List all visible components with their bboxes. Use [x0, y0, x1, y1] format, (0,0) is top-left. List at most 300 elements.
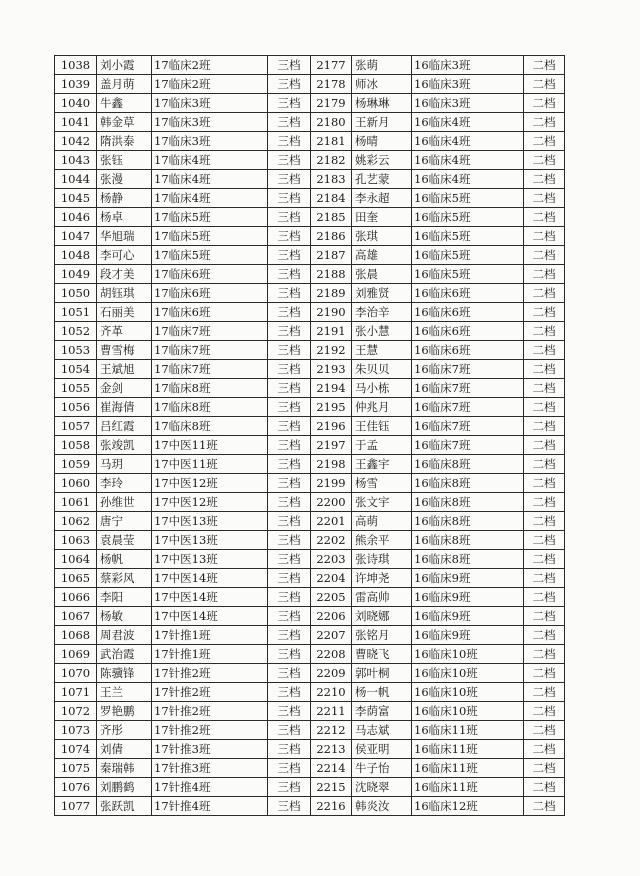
left-name-cell: 罗艳鹏: [97, 702, 152, 721]
left-name-cell: 张跃凯: [97, 797, 152, 816]
right-grade-cell: 二档: [524, 550, 565, 569]
left-name-cell: 刘鹏鹤: [97, 778, 152, 797]
table-row: [55, 740, 565, 759]
left-grade-cell: 三档: [268, 531, 311, 550]
right-class-cell: 16临床4班: [412, 132, 524, 151]
left-name-cell: 张钰: [97, 151, 152, 170]
left-id-cell: 1042: [55, 132, 97, 151]
right-grade-cell: 二档: [524, 588, 565, 607]
left-name-cell: 杨静: [97, 189, 152, 208]
right-id-cell: 2190: [311, 303, 352, 322]
left-class-cell: 17针推2班: [152, 664, 268, 683]
left-name-cell: 周君波: [97, 626, 152, 645]
right-grade-cell: 二档: [524, 683, 565, 702]
right-class-cell: 16临床9班: [412, 626, 524, 645]
left-id-cell: 1053: [55, 341, 97, 360]
right-grade-cell: 二档: [524, 151, 565, 170]
left-grade-cell: 三档: [268, 379, 311, 398]
right-class-cell: 16临床7班: [412, 379, 524, 398]
left-class-cell: 17临床3班: [152, 132, 268, 151]
table-row: [55, 75, 565, 94]
left-name-cell: 唐宁: [97, 512, 152, 531]
left-class-cell: 17临床4班: [152, 151, 268, 170]
left-name-cell: 齐革: [97, 322, 152, 341]
left-grade-cell: 三档: [268, 455, 311, 474]
right-class-cell: 16临床3班: [412, 75, 524, 94]
left-id-cell: 1054: [55, 360, 97, 379]
right-class-cell: 16临床8班: [412, 455, 524, 474]
left-grade-cell: 三档: [268, 512, 311, 531]
left-class-cell: 17临床6班: [152, 265, 268, 284]
left-grade-cell: 三档: [268, 645, 311, 664]
right-id-cell: 2203: [311, 550, 352, 569]
table-row: [55, 588, 565, 607]
table-row: [55, 626, 565, 645]
table-row: [55, 778, 565, 797]
table-row: [55, 721, 565, 740]
right-class-cell: 16临床12班: [412, 797, 524, 816]
table-row: [55, 303, 565, 322]
table-row: [55, 360, 565, 379]
table-row: [55, 664, 565, 683]
right-class-cell: 16临床5班: [412, 265, 524, 284]
left-name-cell: 王兰: [97, 683, 152, 702]
right-class-cell: 16临床6班: [412, 322, 524, 341]
right-name-cell: 张文宇: [352, 493, 412, 512]
table-row: [55, 322, 565, 341]
right-name-cell: 牛子怡: [352, 759, 412, 778]
table-row: [55, 493, 565, 512]
right-grade-cell: 二档: [524, 417, 565, 436]
right-grade-cell: 二档: [524, 341, 565, 360]
table-row: [55, 455, 565, 474]
left-id-cell: 1044: [55, 170, 97, 189]
left-grade-cell: 三档: [268, 607, 311, 626]
table-row: [55, 702, 565, 721]
left-id-cell: 1040: [55, 94, 97, 113]
left-class-cell: 17针推2班: [152, 683, 268, 702]
right-name-cell: 于孟: [352, 436, 412, 455]
right-id-cell: 2185: [311, 208, 352, 227]
right-id-cell: 2195: [311, 398, 352, 417]
right-class-cell: 16临床5班: [412, 227, 524, 246]
left-grade-cell: 三档: [268, 797, 311, 816]
left-id-cell: 1068: [55, 626, 97, 645]
left-id-cell: 1075: [55, 759, 97, 778]
table-row: [55, 265, 565, 284]
left-id-cell: 1069: [55, 645, 97, 664]
right-id-cell: 2211: [311, 702, 352, 721]
right-id-cell: 2205: [311, 588, 352, 607]
left-name-cell: 韩金草: [97, 113, 152, 132]
left-class-cell: 17针推2班: [152, 721, 268, 740]
left-grade-cell: 三档: [268, 721, 311, 740]
right-class-cell: 16临床11班: [412, 778, 524, 797]
left-class-cell: 17临床2班: [152, 75, 268, 94]
right-id-cell: 2187: [311, 246, 352, 265]
right-name-cell: 刘晓娜: [352, 607, 412, 626]
left-grade-cell: 三档: [268, 227, 311, 246]
left-id-cell: 1060: [55, 474, 97, 493]
right-class-cell: 16临床8班: [412, 531, 524, 550]
left-class-cell: 17针推3班: [152, 759, 268, 778]
right-grade-cell: 二档: [524, 531, 565, 550]
right-id-cell: 2186: [311, 227, 352, 246]
left-name-cell: 张竣凯: [97, 436, 152, 455]
right-id-cell: 2193: [311, 360, 352, 379]
right-name-cell: 张小慧: [352, 322, 412, 341]
right-class-cell: 16临床7班: [412, 360, 524, 379]
left-name-cell: 蔡彩风: [97, 569, 152, 588]
right-grade-cell: 二档: [524, 303, 565, 322]
left-class-cell: 17临床8班: [152, 398, 268, 417]
left-grade-cell: 三档: [268, 493, 311, 512]
right-id-cell: 2199: [311, 474, 352, 493]
left-grade-cell: 三档: [268, 322, 311, 341]
left-id-cell: 1039: [55, 75, 97, 94]
right-grade-cell: 二档: [524, 56, 565, 75]
right-grade-cell: 二档: [524, 569, 565, 588]
left-class-cell: 17临床3班: [152, 113, 268, 132]
left-grade-cell: 三档: [268, 683, 311, 702]
right-name-cell: 马小栋: [352, 379, 412, 398]
right-grade-cell: 二档: [524, 512, 565, 531]
right-name-cell: 杨琳琳: [352, 94, 412, 113]
right-id-cell: 2212: [311, 721, 352, 740]
right-class-cell: 16临床8班: [412, 550, 524, 569]
right-class-cell: 16临床7班: [412, 398, 524, 417]
right-id-cell: 2189: [311, 284, 352, 303]
right-grade-cell: 二档: [524, 94, 565, 113]
right-name-cell: 李永超: [352, 189, 412, 208]
table-row: [55, 683, 565, 702]
left-class-cell: 17临床7班: [152, 360, 268, 379]
right-class-cell: 16临床6班: [412, 341, 524, 360]
left-grade-cell: 三档: [268, 588, 311, 607]
right-name-cell: 孔艺蒙: [352, 170, 412, 189]
table-row: [55, 170, 565, 189]
left-class-cell: 17中医13班: [152, 531, 268, 550]
right-name-cell: 王鑫宇: [352, 455, 412, 474]
left-name-cell: 石丽美: [97, 303, 152, 322]
left-grade-cell: 三档: [268, 569, 311, 588]
table-body: [55, 56, 565, 816]
left-grade-cell: 三档: [268, 778, 311, 797]
left-id-cell: 1056: [55, 398, 97, 417]
left-class-cell: 17临床6班: [152, 303, 268, 322]
left-name-cell: 李可心: [97, 246, 152, 265]
right-id-cell: 2201: [311, 512, 352, 531]
left-name-cell: 王斌旭: [97, 360, 152, 379]
right-class-cell: 16临床8班: [412, 474, 524, 493]
left-grade-cell: 三档: [268, 398, 311, 417]
left-id-cell: 1058: [55, 436, 97, 455]
right-name-cell: 沈晓翠: [352, 778, 412, 797]
left-grade-cell: 三档: [268, 151, 311, 170]
left-name-cell: 齐彤: [97, 721, 152, 740]
left-class-cell: 17针推1班: [152, 626, 268, 645]
right-name-cell: 王新月: [352, 113, 412, 132]
right-grade-cell: 二档: [524, 322, 565, 341]
left-grade-cell: 三档: [268, 626, 311, 645]
table-row: [55, 398, 565, 417]
right-class-cell: 16临床6班: [412, 284, 524, 303]
left-id-cell: 1046: [55, 208, 97, 227]
left-id-cell: 1067: [55, 607, 97, 626]
right-name-cell: 杨一帆: [352, 683, 412, 702]
left-grade-cell: 三档: [268, 740, 311, 759]
right-class-cell: 16临床7班: [412, 436, 524, 455]
left-class-cell: 17临床4班: [152, 189, 268, 208]
right-id-cell: 2213: [311, 740, 352, 759]
right-id-cell: 2215: [311, 778, 352, 797]
right-class-cell: 16临床9班: [412, 569, 524, 588]
left-grade-cell: 三档: [268, 189, 311, 208]
left-id-cell: 1063: [55, 531, 97, 550]
right-grade-cell: 二档: [524, 664, 565, 683]
right-id-cell: 2178: [311, 75, 352, 94]
right-grade-cell: 二档: [524, 455, 565, 474]
left-class-cell: 17中医14班: [152, 607, 268, 626]
left-id-cell: 1062: [55, 512, 97, 531]
left-name-cell: 陈骥锋: [97, 664, 152, 683]
left-class-cell: 17中医11班: [152, 455, 268, 474]
left-id-cell: 1070: [55, 664, 97, 683]
right-grade-cell: 二档: [524, 189, 565, 208]
left-grade-cell: 三档: [268, 341, 311, 360]
table-row: [55, 113, 565, 132]
table-row: [55, 208, 565, 227]
right-id-cell: 2180: [311, 113, 352, 132]
right-class-cell: 16临床8班: [412, 493, 524, 512]
left-class-cell: 17针推1班: [152, 645, 268, 664]
left-class-cell: 17临床7班: [152, 341, 268, 360]
table-row: [55, 151, 565, 170]
left-class-cell: 17针推3班: [152, 740, 268, 759]
right-id-cell: 2207: [311, 626, 352, 645]
right-id-cell: 2192: [311, 341, 352, 360]
left-class-cell: 17中医12班: [152, 474, 268, 493]
left-name-cell: 崔海倩: [97, 398, 152, 417]
right-class-cell: 16临床10班: [412, 664, 524, 683]
left-name-cell: 金剑: [97, 379, 152, 398]
left-name-cell: 杨卓: [97, 208, 152, 227]
right-grade-cell: 二档: [524, 284, 565, 303]
right-grade-cell: 二档: [524, 75, 565, 94]
left-class-cell: 17针推4班: [152, 797, 268, 816]
left-id-cell: 1065: [55, 569, 97, 588]
left-class-cell: 17中医13班: [152, 512, 268, 531]
left-name-cell: 孙维世: [97, 493, 152, 512]
right-name-cell: 田奎: [352, 208, 412, 227]
left-id-cell: 1077: [55, 797, 97, 816]
right-id-cell: 2208: [311, 645, 352, 664]
right-name-cell: 高萌: [352, 512, 412, 531]
right-name-cell: 王佳钰: [352, 417, 412, 436]
right-grade-cell: 二档: [524, 170, 565, 189]
left-id-cell: 1047: [55, 227, 97, 246]
right-name-cell: 熊余平: [352, 531, 412, 550]
left-grade-cell: 三档: [268, 170, 311, 189]
left-id-cell: 1043: [55, 151, 97, 170]
right-name-cell: 雷高帅: [352, 588, 412, 607]
right-grade-cell: 二档: [524, 493, 565, 512]
left-name-cell: 隋洪泰: [97, 132, 152, 151]
right-class-cell: 16临床11班: [412, 759, 524, 778]
right-grade-cell: 二档: [524, 246, 565, 265]
left-grade-cell: 三档: [268, 702, 311, 721]
left-id-cell: 1066: [55, 588, 97, 607]
right-name-cell: 张铭月: [352, 626, 412, 645]
right-class-cell: 16临床7班: [412, 417, 524, 436]
left-class-cell: 17临床5班: [152, 208, 268, 227]
table-row: [55, 569, 565, 588]
right-name-cell: 张琪: [352, 227, 412, 246]
left-name-cell: 胡钰琪: [97, 284, 152, 303]
left-id-cell: 1061: [55, 493, 97, 512]
right-id-cell: 2210: [311, 683, 352, 702]
right-id-cell: 2181: [311, 132, 352, 151]
right-class-cell: 16临床10班: [412, 683, 524, 702]
table-row: [55, 94, 565, 113]
table-row: [55, 341, 565, 360]
left-name-cell: 段才美: [97, 265, 152, 284]
right-name-cell: 李荫富: [352, 702, 412, 721]
right-grade-cell: 二档: [524, 132, 565, 151]
right-id-cell: 2188: [311, 265, 352, 284]
left-id-cell: 1076: [55, 778, 97, 797]
right-grade-cell: 二档: [524, 227, 565, 246]
right-name-cell: 许坤尧: [352, 569, 412, 588]
left-id-cell: 1052: [55, 322, 97, 341]
left-class-cell: 17中医14班: [152, 588, 268, 607]
table-row: [55, 759, 565, 778]
right-grade-cell: 二档: [524, 474, 565, 493]
left-class-cell: 17临床3班: [152, 94, 268, 113]
right-name-cell: 韩炎汝: [352, 797, 412, 816]
left-grade-cell: 三档: [268, 664, 311, 683]
left-id-cell: 1041: [55, 113, 97, 132]
left-class-cell: 17针推2班: [152, 702, 268, 721]
left-grade-cell: 三档: [268, 436, 311, 455]
right-id-cell: 2196: [311, 417, 352, 436]
left-class-cell: 17临床8班: [152, 417, 268, 436]
left-id-cell: 1050: [55, 284, 97, 303]
right-id-cell: 2177: [311, 56, 352, 75]
left-id-cell: 1051: [55, 303, 97, 322]
right-name-cell: 杨晴: [352, 132, 412, 151]
right-name-cell: 杨雪: [352, 474, 412, 493]
left-grade-cell: 三档: [268, 474, 311, 493]
left-id-cell: 1045: [55, 189, 97, 208]
right-class-cell: 16临床9班: [412, 588, 524, 607]
left-id-cell: 1057: [55, 417, 97, 436]
left-grade-cell: 三档: [268, 284, 311, 303]
left-class-cell: 17临床6班: [152, 284, 268, 303]
left-name-cell: 杨帆: [97, 550, 152, 569]
right-id-cell: 2204: [311, 569, 352, 588]
left-id-cell: 1074: [55, 740, 97, 759]
table-row: [55, 227, 565, 246]
left-grade-cell: 三档: [268, 550, 311, 569]
right-name-cell: 高雄: [352, 246, 412, 265]
left-class-cell: 17中医14班: [152, 569, 268, 588]
right-class-cell: 16临床10班: [412, 702, 524, 721]
left-name-cell: 盖月萌: [97, 75, 152, 94]
left-name-cell: 华旭瑞: [97, 227, 152, 246]
right-name-cell: 王慧: [352, 341, 412, 360]
right-id-cell: 2183: [311, 170, 352, 189]
table-row: [55, 607, 565, 626]
right-name-cell: 师冰: [352, 75, 412, 94]
right-class-cell: 16临床9班: [412, 607, 524, 626]
left-name-cell: 吕红霞: [97, 417, 152, 436]
left-name-cell: 张漫: [97, 170, 152, 189]
left-id-cell: 1064: [55, 550, 97, 569]
right-name-cell: 朱贝贝: [352, 360, 412, 379]
left-name-cell: 李玲: [97, 474, 152, 493]
right-grade-cell: 二档: [524, 721, 565, 740]
left-class-cell: 17针推4班: [152, 778, 268, 797]
left-id-cell: 1073: [55, 721, 97, 740]
right-grade-cell: 二档: [524, 265, 565, 284]
right-class-cell: 16临床3班: [412, 94, 524, 113]
right-class-cell: 16临床4班: [412, 151, 524, 170]
right-id-cell: 2184: [311, 189, 352, 208]
right-class-cell: 16临床4班: [412, 113, 524, 132]
left-name-cell: 牛鑫: [97, 94, 152, 113]
right-id-cell: 2200: [311, 493, 352, 512]
left-id-cell: 1038: [55, 56, 97, 75]
left-class-cell: 17临床4班: [152, 170, 268, 189]
right-name-cell: 仲兆月: [352, 398, 412, 417]
left-grade-cell: 三档: [268, 208, 311, 227]
table-row: [55, 417, 565, 436]
right-name-cell: 侯亚明: [352, 740, 412, 759]
right-name-cell: 张晨: [352, 265, 412, 284]
right-name-cell: 李治辛: [352, 303, 412, 322]
left-name-cell: 武治霞: [97, 645, 152, 664]
right-name-cell: 张萌: [352, 56, 412, 75]
right-id-cell: 2194: [311, 379, 352, 398]
left-id-cell: 1049: [55, 265, 97, 284]
table-row: [55, 550, 565, 569]
right-class-cell: 16临床6班: [412, 303, 524, 322]
right-name-cell: 曹晓飞: [352, 645, 412, 664]
table-row: [55, 132, 565, 151]
right-name-cell: 郭叶桐: [352, 664, 412, 683]
left-grade-cell: 三档: [268, 360, 311, 379]
right-id-cell: 2191: [311, 322, 352, 341]
right-name-cell: 姚彩云: [352, 151, 412, 170]
left-class-cell: 17中医12班: [152, 493, 268, 512]
right-class-cell: 16临床3班: [412, 56, 524, 75]
right-id-cell: 2182: [311, 151, 352, 170]
right-name-cell: 马志斌: [352, 721, 412, 740]
scholarship-list-table: [54, 55, 565, 816]
left-id-cell: 1072: [55, 702, 97, 721]
left-name-cell: 刘小霞: [97, 56, 152, 75]
right-grade-cell: 二档: [524, 398, 565, 417]
right-name-cell: 张诗琪: [352, 550, 412, 569]
right-id-cell: 2216: [311, 797, 352, 816]
right-class-cell: 16临床5班: [412, 208, 524, 227]
left-class-cell: 17临床8班: [152, 379, 268, 398]
right-grade-cell: 二档: [524, 208, 565, 227]
left-name-cell: 袁晨莹: [97, 531, 152, 550]
left-grade-cell: 三档: [268, 759, 311, 778]
right-class-cell: 16临床5班: [412, 246, 524, 265]
